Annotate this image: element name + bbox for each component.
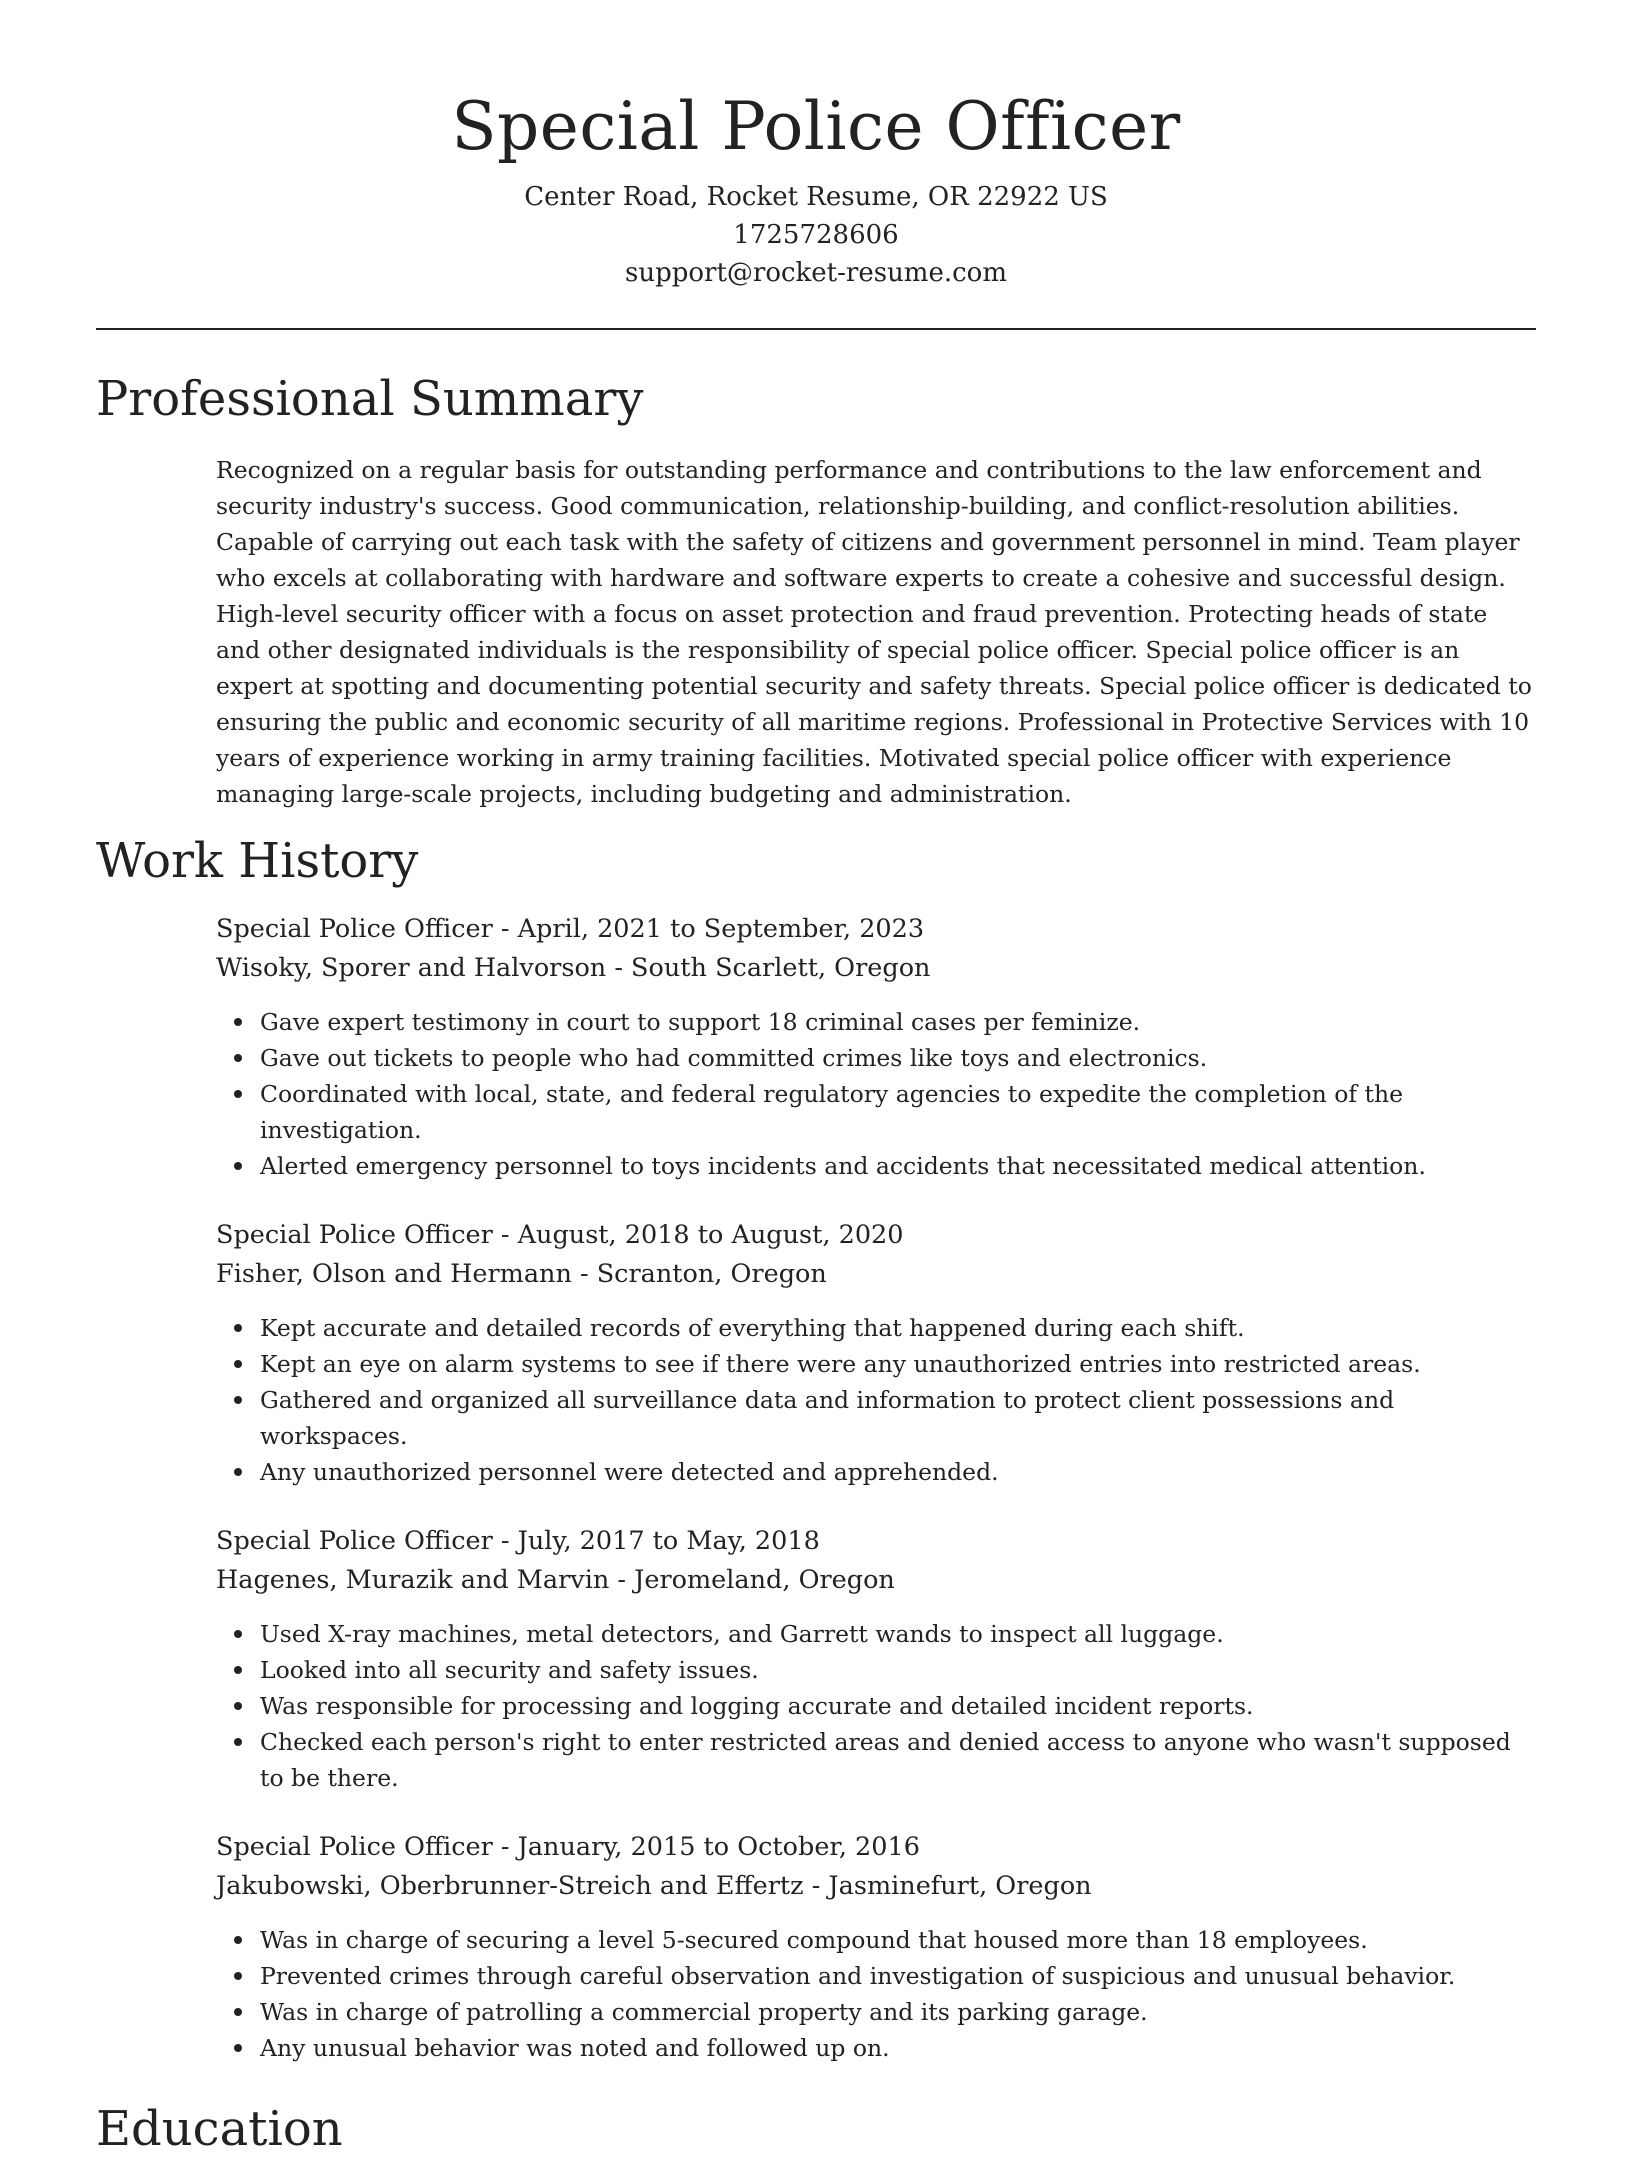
- section-title-education: Education: [96, 2101, 343, 2157]
- job-list: [216, 910, 1536, 2066]
- job-bullet: Gave expert testimony in court to support 18 criminal cases per feminize.: [260, 1004, 1536, 1040]
- job-title-line: [216, 1216, 1536, 1255]
- job-title: Special Police Officer: [216, 914, 493, 944]
- section-title-work-history: Work History: [96, 833, 419, 889]
- job-title: Special Police Officer: [216, 1832, 493, 1862]
- contact-email: support@rocket-resume.com: [624, 258, 1007, 288]
- job-bullet: Gave out tickets to people who had committed crimes like toys and electronics.: [260, 1040, 1536, 1076]
- job-bullets: [216, 1004, 1536, 1184]
- professional-summary-section: [96, 368, 1536, 812]
- contact-phone: 1725728606: [733, 220, 899, 250]
- job-title-line: [216, 1828, 1536, 1867]
- job-dates: - August, 2018 to August, 2020: [492, 1220, 904, 1250]
- work-history-section: [96, 830, 1536, 2066]
- job-title-line: [216, 1522, 1536, 1561]
- job-title-line: [216, 910, 1536, 949]
- job-dates: - January, 2015 to October, 2016: [492, 1832, 920, 1862]
- job-bullet: Was responsible for processing and logging accurate and detailed incident reports.: [260, 1688, 1536, 1724]
- job-bullet: Checked each person's right to enter restricted areas and denied access to anyone who wasn't supposed to be there.: [260, 1724, 1536, 1796]
- job-bullet: Looked into all security and safety issues.: [260, 1652, 1536, 1688]
- header-divider: [96, 328, 1536, 330]
- job-bullet: Coordinated with local, state, and federal regulatory agencies to expedite the completion of the investigation.: [260, 1076, 1536, 1148]
- job-location: - Jeromeland, Oregon: [609, 1565, 895, 1595]
- summary-text: Recognized on a regular basis for outstanding performance and contributions to the law enforcement and security industry's success. Good communication, relationship-building, and conflict-resolution abilities. Capable of carrying out each task with the safety of citizens and government personnel in mind. Team player who excels at collaborating with hardware and software experts to create a cohesive and successful design. High-level security officer with a focus on asset protection and fraud prevention. Protecting heads of state and other designated individuals is the responsibility of special police officer. Special police officer is an expert at spotting and documenting potential security and safety threats. Special police officer is dedicated to ensuring the public and economic security of all maritime regions. Professional in Protective Services with 10 years of experience working in army training facilities. Motivated special police officer with experience managing large-scale projects, including budgeting and administration.: [216, 456, 1532, 808]
- job-entry: [216, 1216, 1536, 1490]
- job-bullet: Kept accurate and detailed records of everything that happened during each shift.: [260, 1310, 1536, 1346]
- job-company: Wisoky, Sporer and Halvorson: [216, 953, 607, 983]
- contact-address: Center Road, Rocket Resume, OR 22922 US: [524, 182, 1108, 212]
- job-bullet: Gathered and organized all surveillance data and information to protect client possessions and workspaces.: [260, 1382, 1536, 1454]
- education-section: [96, 2098, 1536, 2160]
- job-bullet: Any unauthorized personnel were detected and apprehended.: [260, 1454, 1536, 1490]
- job-bullet: Alerted emergency personnel to toys incidents and accidents that necessitated medical attention.: [260, 1148, 1536, 1184]
- job-dates: - April, 2021 to September, 2023: [492, 914, 925, 944]
- job-company-line: [216, 949, 1536, 988]
- job-bullet: Prevented crimes through careful observation and investigation of suspicious and unusual behavior.: [260, 1958, 1536, 1994]
- section-title-summary: Professional Summary: [96, 371, 644, 427]
- job-bullet: Any unusual behavior was noted and followed up on.: [260, 2030, 1536, 2066]
- job-entry: [216, 910, 1536, 1184]
- job-bullet: Was in charge of securing a level 5-secured compound that housed more than 18 employees.: [260, 1922, 1536, 1958]
- job-company-line: [216, 1561, 1536, 1600]
- job-bullets: [216, 1310, 1536, 1490]
- job-company: Jakubowski, Oberbrunner-Streich and Effertz: [216, 1871, 804, 1901]
- job-bullet: Was in charge of patrolling a commercial property and its parking garage.: [260, 1994, 1536, 2030]
- job-company: Fisher, Olson and Hermann: [216, 1259, 572, 1289]
- job-bullet: Used X-ray machines, metal detectors, and Garrett wands to inspect all luggage.: [260, 1616, 1536, 1652]
- job-location: - Scranton, Oregon: [571, 1259, 827, 1289]
- job-entry: [216, 1828, 1536, 2066]
- resume-header: [96, 0, 1536, 292]
- job-location: - South Scarlett, Oregon: [606, 953, 931, 983]
- job-bullet: Kept an eye on alarm systems to see if there were any unauthorized entries into restricted areas.: [260, 1346, 1536, 1382]
- job-title: Special Police Officer: [216, 1220, 493, 1250]
- job-entry: [216, 1522, 1536, 1796]
- job-company: Hagenes, Murazik and Marvin: [216, 1565, 610, 1595]
- job-bullets: [216, 1616, 1536, 1796]
- resume-page: [96, 0, 1536, 2160]
- job-title: Special Police Officer: [216, 1526, 493, 1556]
- candidate-name: Special Police Officer: [451, 88, 1181, 165]
- job-bullets: [216, 1922, 1536, 2066]
- job-company-line: [216, 1255, 1536, 1294]
- job-location: - Jasminefurt, Oregon: [803, 1871, 1092, 1901]
- job-dates: - July, 2017 to May, 2018: [492, 1526, 820, 1556]
- contact-info: [96, 178, 1536, 292]
- job-company-line: [216, 1867, 1536, 1906]
